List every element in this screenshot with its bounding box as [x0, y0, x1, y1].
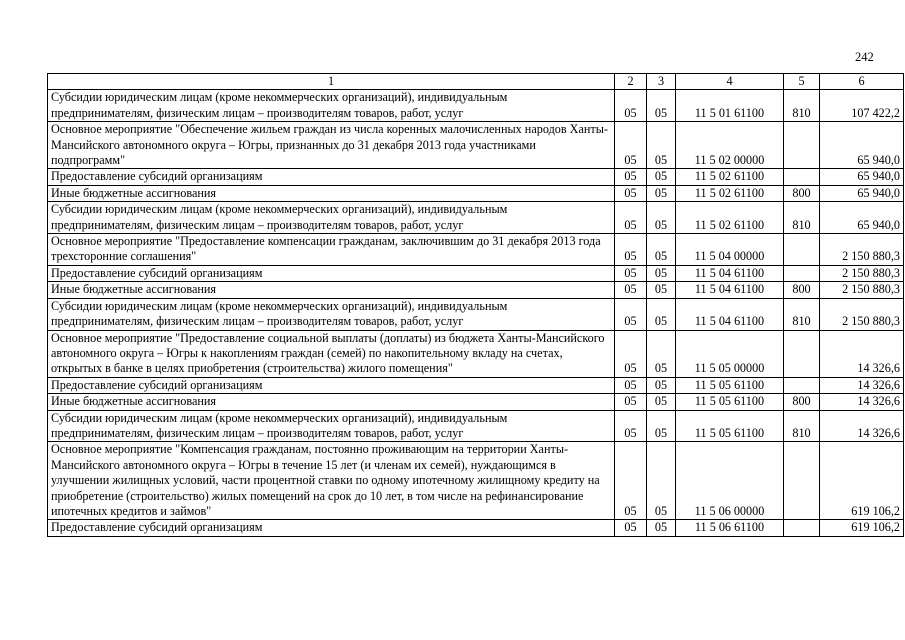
item-name-cell: Предоставление субсидий организациям	[48, 265, 615, 281]
section-code-cell: 05	[615, 410, 647, 442]
item-name-cell: Предоставление субсидий организациям	[48, 377, 615, 393]
target-article-cell: 11 5 05 00000	[676, 330, 784, 377]
target-article-cell: 11 5 02 61100	[676, 169, 784, 185]
item-name-cell: Субсидии юридическим лицам (кроме некоммерческих организаций), индивидуальным предпринимателям, физическим лицам – производителям товаров, работ, услуг	[48, 298, 615, 330]
expense-type-cell: 800	[784, 282, 820, 298]
expense-type-cell	[784, 122, 820, 169]
column-header: 3	[647, 74, 676, 90]
table-row	[48, 394, 904, 410]
column-header: 5	[784, 74, 820, 90]
target-article-cell: 11 5 01 61100	[676, 90, 784, 122]
column-header: 6	[820, 74, 904, 90]
expense-type-cell	[784, 520, 820, 536]
amount-cell: 2 150 880,3	[820, 298, 904, 330]
header-row	[48, 74, 904, 90]
page-number: 242	[855, 50, 874, 64]
section-code-cell: 05	[615, 442, 647, 520]
subsection-code-cell: 05	[647, 394, 676, 410]
column-header: 1	[48, 74, 615, 90]
target-article-cell: 11 5 05 61100	[676, 377, 784, 393]
subsection-code-cell: 05	[647, 169, 676, 185]
subsection-code-cell: 05	[647, 377, 676, 393]
subsection-code-cell: 05	[647, 520, 676, 536]
target-article-cell: 11 5 04 00000	[676, 234, 784, 266]
expense-type-cell: 810	[784, 298, 820, 330]
column-header: 2	[615, 74, 647, 90]
amount-cell: 14 326,6	[820, 410, 904, 442]
item-name-cell: Иные бюджетные ассигнования	[48, 394, 615, 410]
section-code-cell: 05	[615, 202, 647, 234]
table-row	[48, 298, 904, 330]
section-code-cell: 05	[615, 377, 647, 393]
item-name-cell: Субсидии юридическим лицам (кроме некоммерческих организаций), индивидуальным предпринимателям, физическим лицам – производителям товаров, работ, услуг	[48, 410, 615, 442]
table-row	[48, 234, 904, 266]
amount-cell: 65 940,0	[820, 122, 904, 169]
amount-cell: 65 940,0	[820, 202, 904, 234]
target-article-cell: 11 5 06 00000	[676, 442, 784, 520]
section-code-cell: 05	[615, 90, 647, 122]
target-article-cell: 11 5 06 61100	[676, 520, 784, 536]
amount-cell: 65 940,0	[820, 185, 904, 201]
item-name-cell: Основное мероприятие "Обеспечение жильем граждан из числа коренных малочисленных народов Ханты-Мансийского автономного округа – Югры, признанных до 31 декабря 2013 года участниками подпрограмм"	[48, 122, 615, 169]
subsection-code-cell: 05	[647, 282, 676, 298]
item-name-cell: Основное мероприятие "Предоставление компенсации гражданам, заключившим до 31 декабря 2013 года трехсторонние соглашения"	[48, 234, 615, 266]
item-name-cell: Иные бюджетные ассигнования	[48, 282, 615, 298]
item-name-cell: Основное мероприятие "Компенсация гражданам, постоянно проживающим на территории Ханты-Мансийского автономного округа – Югры в течение 15 лет (и членам их семей), нуждающимся в улучшении жилищных условий, части процентной ставки по одному ипотечному жилищному кредиту на приобретение (строительство) жилых помещений на срок до 10 лет, в том числе на рефинансирование ипотечных кредитов и займов"	[48, 442, 615, 520]
section-code-cell: 05	[615, 520, 647, 536]
section-code-cell: 05	[615, 298, 647, 330]
table-row	[48, 282, 904, 298]
subsection-code-cell: 05	[647, 90, 676, 122]
subsection-code-cell: 05	[647, 202, 676, 234]
item-name-cell: Субсидии юридическим лицам (кроме некоммерческих организаций), индивидуальным предпринимателям, физическим лицам – производителям товаров, работ, услуг	[48, 90, 615, 122]
section-code-cell: 05	[615, 282, 647, 298]
target-article-cell: 11 5 02 61100	[676, 185, 784, 201]
amount-cell: 65 940,0	[820, 169, 904, 185]
subsection-code-cell: 05	[647, 442, 676, 520]
table-row	[48, 202, 904, 234]
expense-type-cell: 800	[784, 185, 820, 201]
target-article-cell: 11 5 05 61100	[676, 410, 784, 442]
section-code-cell: 05	[615, 234, 647, 266]
amount-cell: 14 326,6	[820, 330, 904, 377]
table-row	[48, 330, 904, 377]
table-row	[48, 90, 904, 122]
amount-cell: 2 150 880,3	[820, 265, 904, 281]
section-code-cell: 05	[615, 122, 647, 169]
amount-cell: 107 422,2	[820, 90, 904, 122]
table-row	[48, 185, 904, 201]
column-header: 4	[676, 74, 784, 90]
target-article-cell: 11 5 02 61100	[676, 202, 784, 234]
amount-cell: 619 106,2	[820, 520, 904, 536]
expense-type-cell	[784, 377, 820, 393]
expense-type-cell: 810	[784, 90, 820, 122]
table-row	[48, 442, 904, 520]
item-name-cell: Предоставление субсидий организациям	[48, 169, 615, 185]
subsection-code-cell: 05	[647, 410, 676, 442]
section-code-cell: 05	[615, 169, 647, 185]
amount-cell: 2 150 880,3	[820, 282, 904, 298]
table-row	[48, 122, 904, 169]
amount-cell: 14 326,6	[820, 377, 904, 393]
subsection-code-cell: 05	[647, 122, 676, 169]
amount-cell: 619 106,2	[820, 442, 904, 520]
expense-type-cell: 810	[784, 410, 820, 442]
subsection-code-cell: 05	[647, 234, 676, 266]
expense-type-cell	[784, 265, 820, 281]
expense-type-cell	[784, 330, 820, 377]
expense-type-cell	[784, 169, 820, 185]
expense-type-cell	[784, 234, 820, 266]
table-row	[48, 410, 904, 442]
target-article-cell: 11 5 02 00000	[676, 122, 784, 169]
item-name-cell: Предоставление субсидий организациям	[48, 520, 615, 536]
section-code-cell: 05	[615, 185, 647, 201]
table-row	[48, 265, 904, 281]
subsection-code-cell: 05	[647, 265, 676, 281]
item-name-cell: Основное мероприятие "Предоставление социальной выплаты (доплаты) из бюджета Ханты-Мансийского автономного округа – Югры к накоплениям граждан (семей) по накопительному вкладу на счетах, открытых в банке в целях приобретения (строительства) жилого помещения"	[48, 330, 615, 377]
subsection-code-cell: 05	[647, 298, 676, 330]
table-row	[48, 520, 904, 536]
section-code-cell: 05	[615, 330, 647, 377]
expense-type-cell	[784, 442, 820, 520]
item-name-cell: Субсидии юридическим лицам (кроме некоммерческих организаций), индивидуальным предпринимателям, физическим лицам – производителям товаров, работ, услуг	[48, 202, 615, 234]
section-code-cell: 05	[615, 394, 647, 410]
amount-cell: 14 326,6	[820, 394, 904, 410]
target-article-cell: 11 5 05 61100	[676, 394, 784, 410]
section-code-cell: 05	[615, 265, 647, 281]
table-row	[48, 377, 904, 393]
target-article-cell: 11 5 04 61100	[676, 265, 784, 281]
amount-cell: 2 150 880,3	[820, 234, 904, 266]
expense-type-cell: 810	[784, 202, 820, 234]
budget-table	[47, 73, 904, 537]
target-article-cell: 11 5 04 61100	[676, 282, 784, 298]
subsection-code-cell: 05	[647, 185, 676, 201]
expense-type-cell: 800	[784, 394, 820, 410]
item-name-cell: Иные бюджетные ассигнования	[48, 185, 615, 201]
target-article-cell: 11 5 04 61100	[676, 298, 784, 330]
subsection-code-cell: 05	[647, 330, 676, 377]
table-row	[48, 169, 904, 185]
